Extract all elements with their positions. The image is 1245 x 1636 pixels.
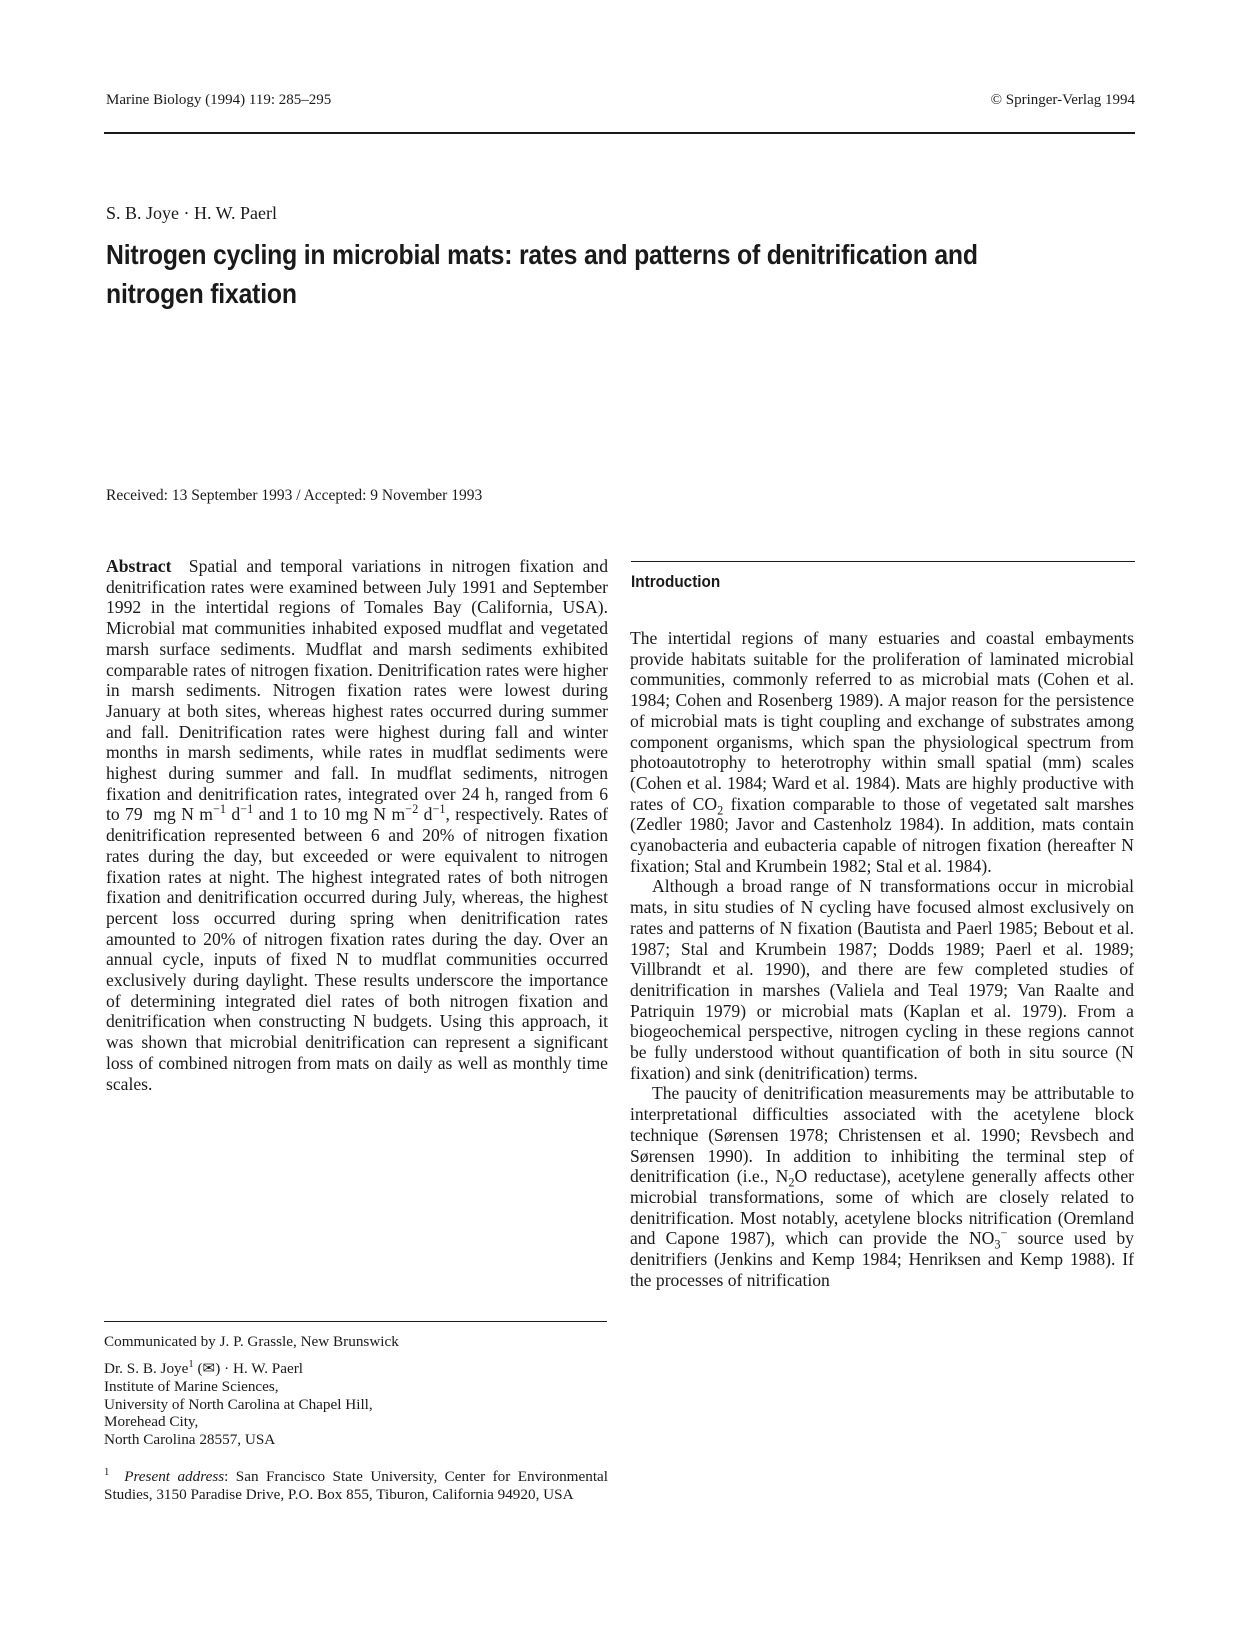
intro-paragraph-1: The intertidal regions of many estuaries and coastal embayments provide habitats suitable for the proliferation of laminated microbial communities, commonly referred to as microbial mats (Cohen et al. 1984; Cohen and Rosenberg 1989). A major reason for the persistence of microbial mats is tight coupling and exchange of substrates among component organisms, which span the physiological spectrum from photoautotrophy to heterotrophy within small spatial (mm) scales (Cohen et al. 1984; Ward et al. 1984). Mats are highly productive with rates of $CO_2$ fixation comparable to those of vegetated salt marshes (Zedler 1980; Javor and Castenholz 1984). In addition, mats contain cyanobacteria and eubacteria capable of nitrogen fixation (hereafter N fixation; Stal and Krumbein 1982; Stal et al. 1984).: [630, 628, 1135, 876]
abstract: [106, 556, 608, 1094]
unit-a-exp2: −1: [240, 802, 254, 817]
authors: S. B. Joye · H. W. Paerl: [106, 203, 277, 223]
communicated-by: Communicated by J. P. Grassle, New Brunswick: [104, 1333, 399, 1350]
author-address: [104, 1360, 608, 1449]
unit-b-pre: mg N m: [345, 804, 406, 825]
author-line: Dr. S. B. Joye$^1$ (✉) · H. W. Paerl: [104, 1358, 304, 1377]
abstract-paragraph: [106, 556, 608, 1094]
footnote-rule: [104, 1321, 607, 1322]
intro-paragraph-3: The paucity of denitrification measurements may be attributable to interpretational difficulties associated with the acetylene block technique (Sørensen 1978; Christensen et al. 1990; Revsbech and Sørensen 1990). In addition to inhibiting the terminal step of denitrification (i.e., $N_2O$ reductase), acetylene generally affects other microbial transformations, some of which are closely related to denitrification. Most notably, acetylene blocks nitrification (Oremland and Capone 1987), which can provide the $NO_3^-$ source used by denitrifiers (Jenkins and Kemp 1984; Henriksen and Kemp 1988). If the processes of nitrification: [630, 1083, 1134, 1290]
header-rule: [104, 132, 1135, 134]
present-address-text: : San Francisco State University, Center for Environmental Studies, 3150 Paradise Drive, P.O. Box 855, Tiburon, California 94920, USA: [104, 1468, 608, 1503]
present-address: $^1$ Present address: San Francisco State University, Center for Environmental Studies, 3150 Paradise Drive, P.O. Box 855, Tiburon, California 94920, USA: [104, 1466, 608, 1503]
article-title: Nitrogen cycling in microbial mats: rates and patterns of denitrification and nitrogen fixation: [106, 239, 978, 309]
address-line-3: Morehead City,: [104, 1413, 199, 1431]
unit-b-exp2: −1: [432, 802, 446, 817]
abstract-text-3: , respectively. Rates of denitrification represented between 6 and 20% of nitrogen fixation rates during the day, but exceeded or were equivalent to nitrogen fixation rates at night. The highest integrated rates of both nitrogen fixation and denitrification occurred during July, whereas, the highest percent loss occurred during spring when denitrification rates amounted to 20% of nitrogen fixation rates during the day. Over an annual cycle, inputs of fixed N to mudflat communities occurred exclusively during daylight. These results underscore the importance of determining integrated diel rates of both nitrogen fixation and denitrification when constructing N budgets. Using this approach, it was shown that microbial denitrification can represent a significant loss of combined nitrogen from mats on daily as well as monthly time scales.: [106, 804, 609, 1094]
unit-b-mid: d: [418, 804, 433, 825]
unit-a-mid: d: [226, 804, 241, 825]
address-line-4: North Carolina 28557, USA: [104, 1431, 276, 1449]
present-address-label: Present address: [124, 1468, 225, 1485]
unit-a-exp: −1: [212, 802, 227, 817]
address-line-1: Institute of Marine Sciences,: [104, 1377, 279, 1395]
unit-b-exp: −2: [405, 802, 419, 817]
abstract-text-2: and 1 to 10: [253, 804, 346, 825]
envelope-icon-text: (✉) · H. W. Paerl: [193, 1360, 304, 1377]
intro-paragraph-2: Although a broad range of N transformations occur in microbial mats, in situ studies of N cycling have focused almost exclusively on rates and patterns of N fixation (Bautista and Paerl 1985; Bebout et al. 1987; Stal and Krumbein 1987; Dodds 1989; Paerl et al. 1989; Villbrandt et al. 1990), and there are few completed studies of denitrification in marshes (Valiela and Teal 1979; Van Raalte and Patriquin 1979) or microbial mats (Kaplan et al. 1979). From a biogeochemical perspective, nitrogen cycling in these regions cannot be fully understood without quantification of both in situ source (N fixation) and sink (denitrification) terms.: [630, 876, 1134, 1083]
unit-a-pre: mg N m: [153, 804, 213, 825]
introduction-body: [630, 628, 1134, 1291]
introduction-rule: [631, 561, 1135, 562]
abstract-text-1: Spatial and temporal variations in nitrogen fixation and denitrification rates were examined between July 1991 and September 1992 in the intertidal regions of Tomales Bay (California, USA). Microbial mat communities inhabited exposed mudflat and vegetated marsh surface sediments. Mudflat and marsh sediments exhibited comparable rates of nitrogen fixation. Denitrification rates were higher in marsh sediments. Nitrogen fixation rates were lowest during January at both sites, whereas highest rates occurred during summer and fall. Denitrification rates were highest during fall and winter months in marsh sediments, while rates in mudflat sediments were highest during summer and fall. In mudflat sediments, nitrogen fixation and denitrification rates, integrated over 24 h, ranged from 6 to 79: [106, 556, 608, 825]
running-head-copyright: © Springer-Verlag 1994: [990, 92, 1135, 108]
address-line-2: University of North Carolina at Chapel Hill,: [104, 1395, 373, 1413]
introduction-heading: Introduction: [631, 572, 721, 591]
received-dates: Received: 13 September 1993 / Accepted: 9 November 1993: [106, 487, 483, 504]
running-head-journal: Marine Biology (1994) 119: 285–295: [106, 92, 332, 108]
abstract-label: Abstract: [106, 556, 172, 576]
